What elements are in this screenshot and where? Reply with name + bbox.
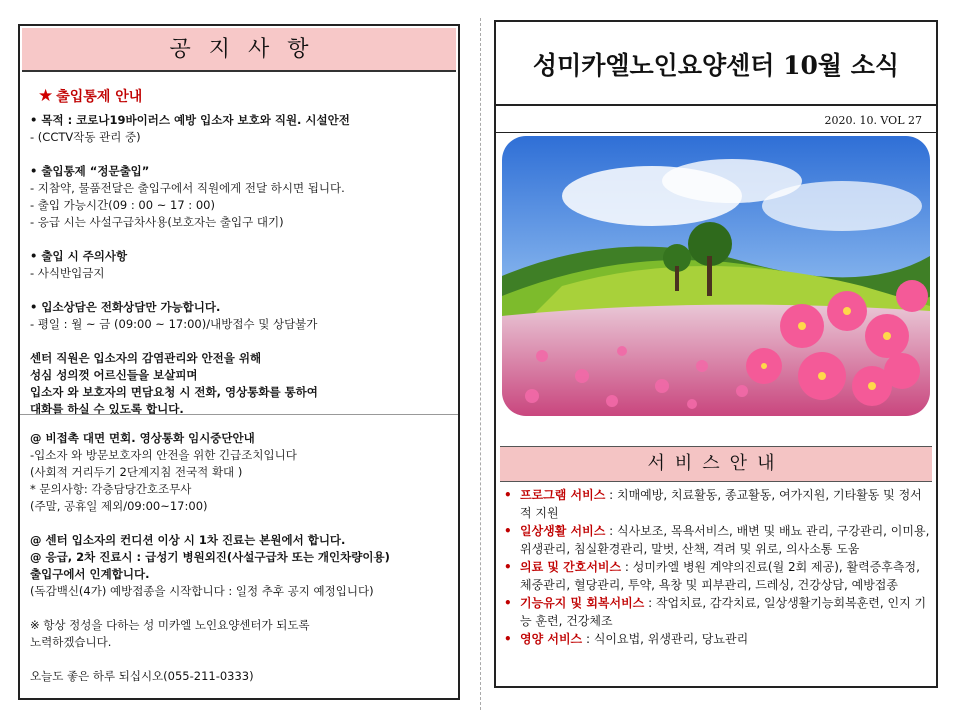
service-name: 영양 서비스: [520, 632, 583, 646]
service-name: 기능유지 및 회복서비스: [520, 596, 645, 610]
service-text: [520, 522, 932, 558]
notice-title: 공지사항: [22, 28, 456, 72]
notice-line: (사회적 거리두기 2단계지침 전국적 확대 ): [30, 465, 243, 479]
service-desc: : 작업치료, 감각치료, 일상생활기능회복훈련, 인지 기능 훈련, 건강체조: [520, 596, 927, 628]
notice-line: [30, 333, 450, 350]
notice-line: (주말, 공휴일 제외/09:00~17:00): [30, 499, 208, 513]
bullet-icon: •: [504, 524, 512, 538]
notice-line: [30, 600, 455, 617]
notice-line: - 사식반입금지: [30, 266, 105, 280]
bullet-icon: •: [504, 632, 512, 646]
notice-body: [30, 112, 450, 418]
notice-body-2: [30, 430, 455, 685]
notice-line: [30, 515, 455, 532]
notice-line: 출입구에서 인계합니다.: [30, 567, 150, 581]
notice-line: - 응급 시는 사설구급차사용(보호자는 출입구 대기): [30, 215, 284, 229]
notice-line: ※ 항상 정성을 다하는 성 미카엘 노인요양센터가 되도록: [30, 618, 310, 632]
bullet-icon: •: [504, 560, 512, 574]
service-text: [520, 594, 932, 630]
notice-line: [30, 146, 450, 163]
service-desc: : 식사보조, 목욕서비스, 배변 및 배뇨 관리, 구강관리, 이미용, 위생관리, 침실환경관리, 말벗, 산책, 격려 및 위로, 의사소통 도움: [520, 524, 930, 556]
list-item: [504, 522, 932, 558]
service-text: [520, 630, 748, 648]
list-item: [504, 594, 932, 630]
notice-line: - 평일 : 월 ~ 금 (09:00 ~ 17:00)/내방접수 및 상담불가: [30, 317, 318, 331]
notice-line: @ 센터 입소자의 컨디션 이상 시 1차 진료는 본원에서 합니다.: [30, 533, 346, 547]
list-item: [504, 558, 932, 594]
star-icon: ★: [38, 86, 54, 106]
list-item: [504, 630, 932, 648]
volume-label: 2020. 10. VOL 27: [824, 114, 922, 127]
divider: [20, 414, 458, 415]
notice-line: • 입소상담은 전화상담만 가능합니다.: [30, 300, 221, 314]
newsletter-panel: [494, 20, 938, 688]
service-name: 의료 및 간호서비스: [520, 560, 622, 574]
notice-line: [30, 282, 450, 299]
notice-line: [30, 231, 450, 248]
notice-line: 오늘도 좋은 하루 되십시오(055-211-0333): [30, 669, 254, 683]
notice-line: @ 응급, 2차 진료시 : 급성기 병원외진(사설구급차 또는 개인차량이용): [30, 550, 390, 564]
notice-line: • 출입 시 주의사항: [30, 249, 128, 263]
notice-line: • 목적 : 코로나19바이러스 예방 입소자 보호와 직원. 시설안전: [30, 113, 350, 127]
service-desc: : 치매예방, 치료활동, 종교활동, 여가지원, 기타활동 및 정서적 지원: [520, 488, 922, 520]
service-text: [520, 486, 932, 522]
notice-line: (독감백신(4가) 예방접종을 시작합니다 : 일정 추후 공지 예정입니다): [30, 584, 374, 598]
notice-line: 노력하겠습니다.: [30, 635, 112, 649]
service-name: 프로그램 서비스: [520, 488, 606, 502]
notice-line: -입소자 와 방문보호자의 안전을 위한 긴급조치입니다: [30, 448, 297, 462]
bullet-icon: •: [504, 596, 512, 610]
notice-panel: [18, 24, 460, 700]
services-title: 서비스안내: [500, 446, 932, 482]
notice-line: @ 비접촉 대면 면회. 영상통화 임시중단안내: [30, 431, 255, 445]
notice-line: [30, 651, 455, 668]
notice-line: - 지참약, 물품전달은 출입구에서 직원에게 전달 하시면 됩니다.: [30, 181, 345, 195]
section-heading-text: 출입통제 안내: [56, 89, 143, 105]
newsletter-title: 성미카엘노인요양센터 10월 소식: [496, 22, 936, 106]
cosmos-flower-field-image: [502, 136, 930, 416]
section-heading: [38, 86, 142, 106]
service-desc: : 식이요법, 위생관리, 당뇨관리: [582, 632, 749, 646]
service-text: [520, 558, 932, 594]
notice-line: 대화를 하실 수 있도록 합니다.: [30, 402, 184, 416]
service-desc: : 성미카엘 병원 계약의진료(월 2회 제공), 활력증후측정, 체중관리, 혈당관리, 투약, 욕창 및 피부관리, 드레싱, 건강상담, 예방접종: [520, 560, 920, 592]
service-name: 일상생활 서비스: [520, 524, 606, 538]
notice-line: 성심 성의껏 어르신들을 보살피며: [30, 368, 198, 382]
notice-line: - (CCTV작동 관리 중): [30, 130, 141, 144]
page-divider: [480, 18, 481, 710]
list-item: [504, 486, 932, 522]
notice-line: - 출입 가능시간(09 : 00 ~ 17 : 00): [30, 198, 215, 212]
notice-line: * 문의사항: 각층담당간호조무사: [30, 482, 192, 496]
bullet-icon: •: [504, 488, 512, 502]
notice-line: 센터 직원은 입소자의 감염관리와 안전을 위해: [30, 351, 262, 365]
notice-line: 입소자 와 보호자의 면담요청 시 전화, 영상통화를 통하여: [30, 385, 318, 399]
services-list: [504, 486, 932, 648]
divider: [496, 132, 936, 133]
notice-line: • 출입통제 “정문출입”: [30, 164, 150, 178]
